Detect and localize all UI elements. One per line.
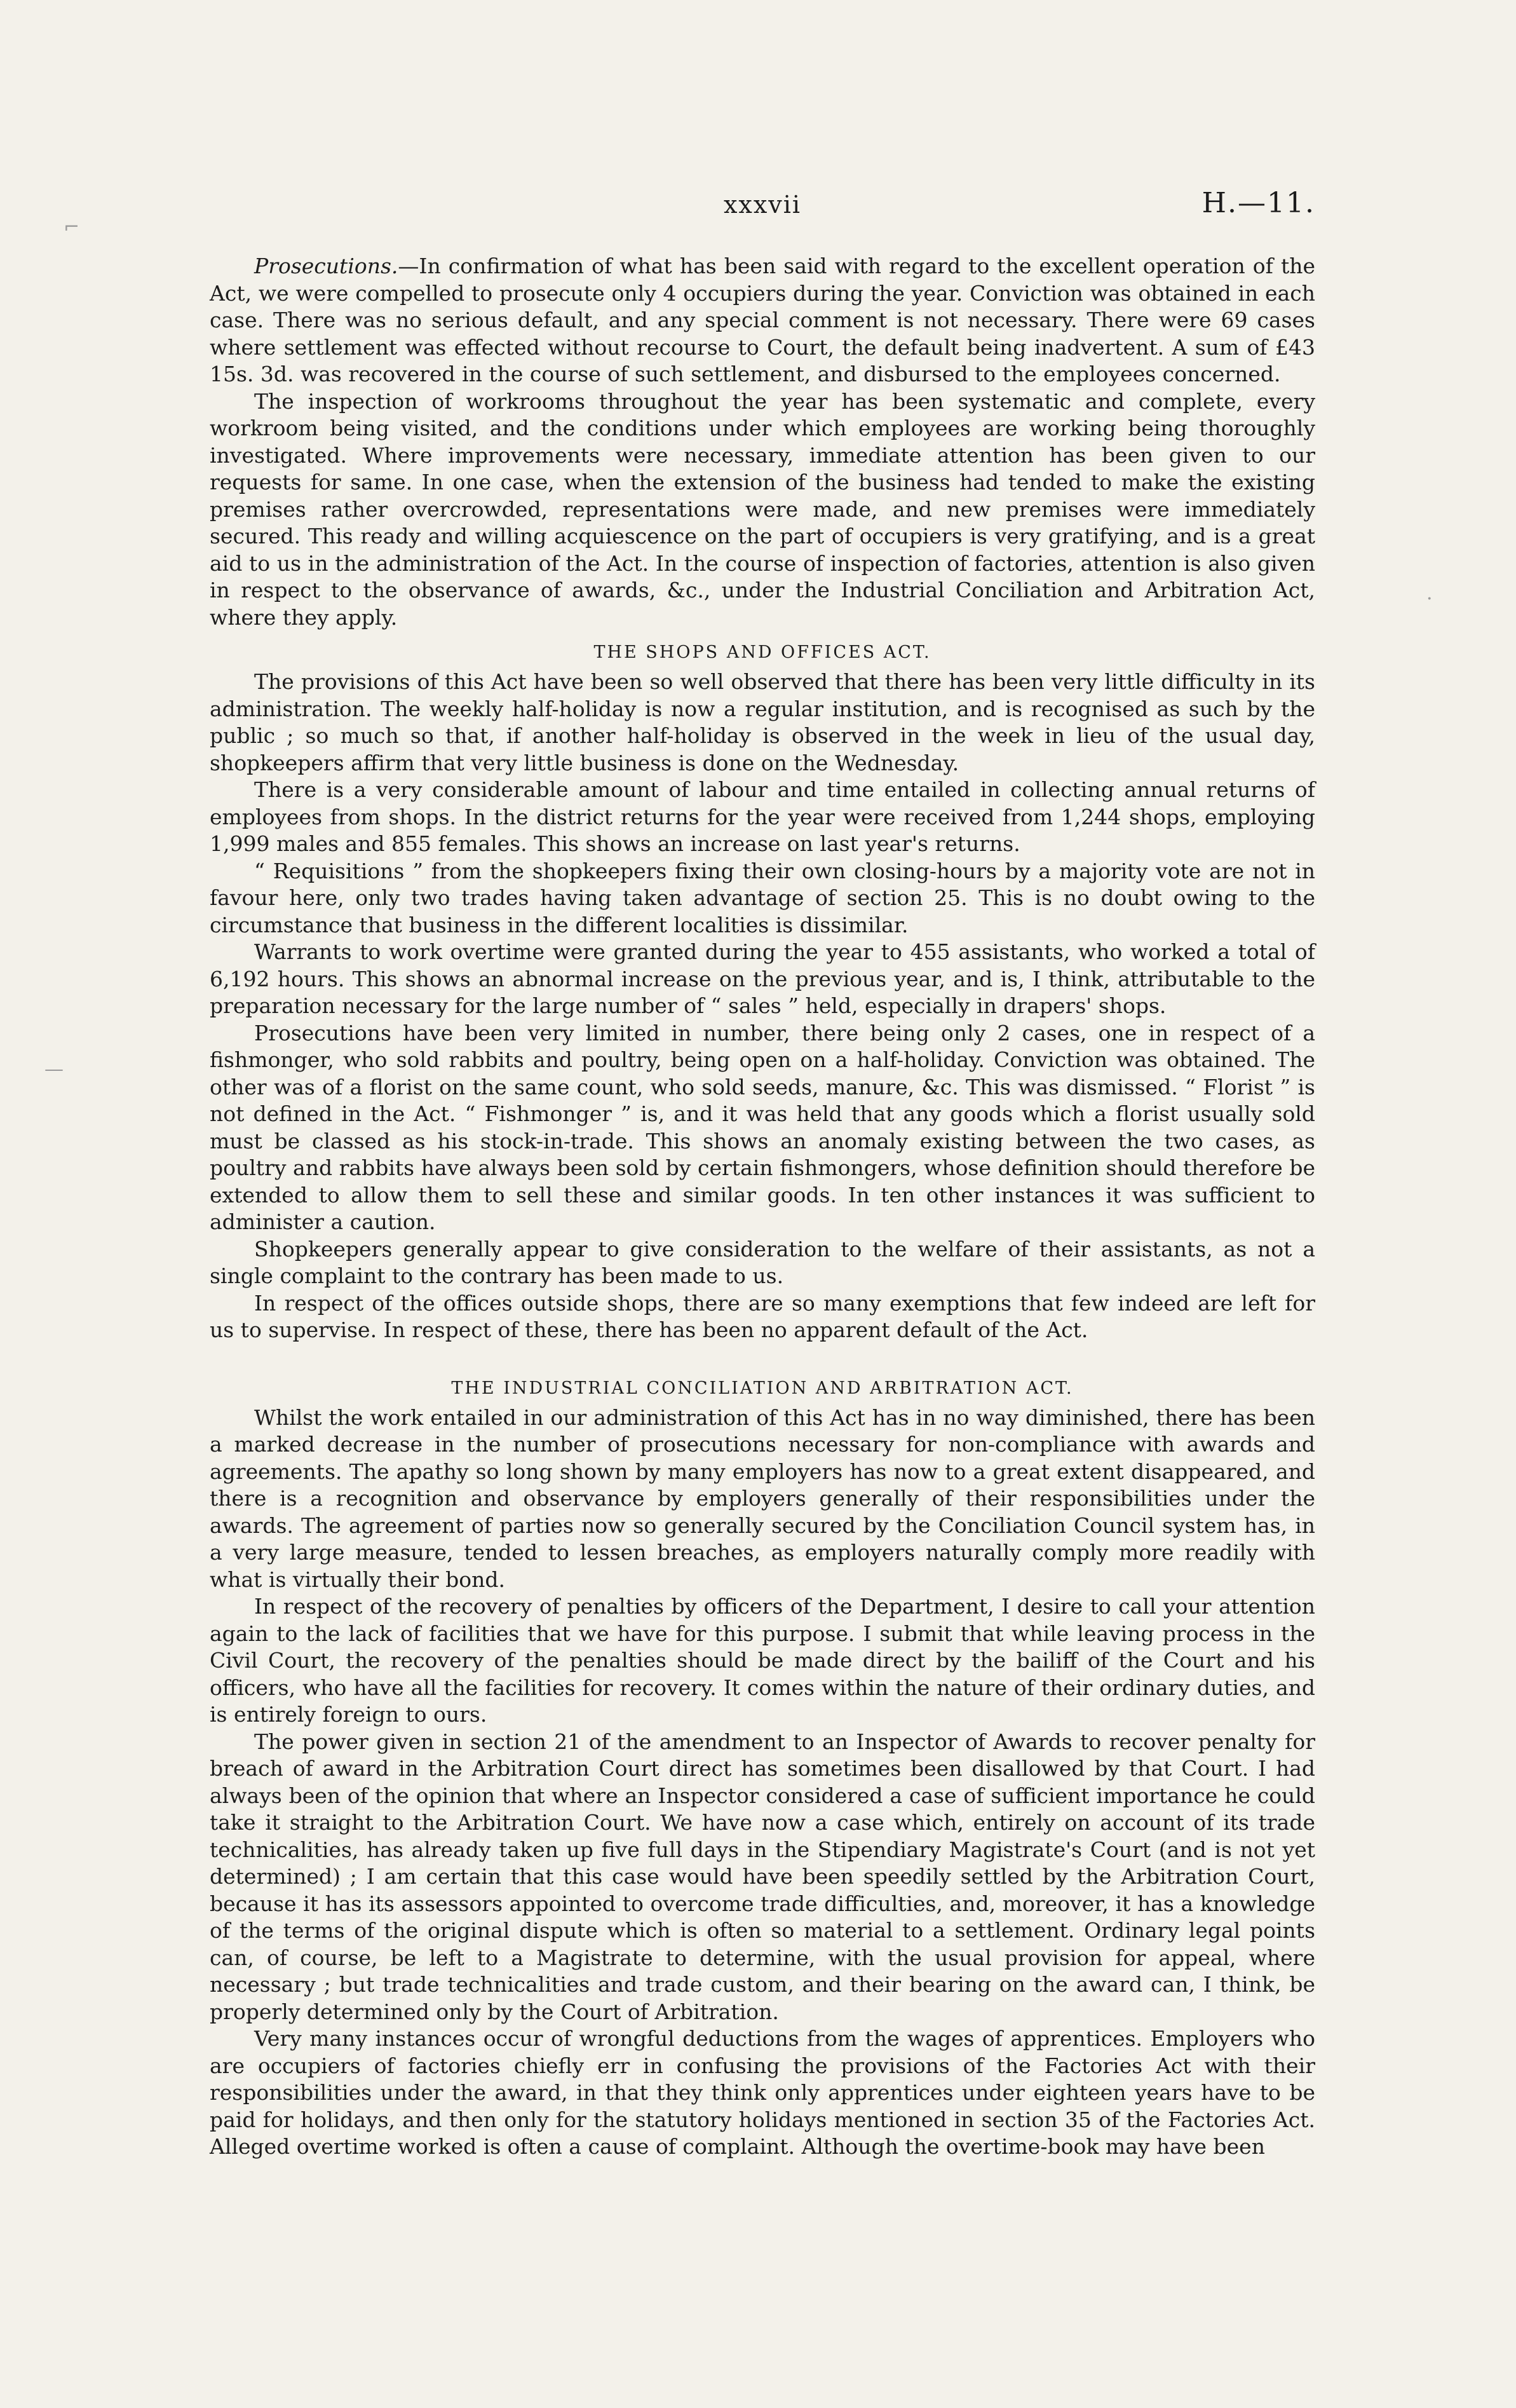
paragraph: Very many instances occur of wrongful deductions from the wages of apprentices. Employers who are occupiers of factories chiefly err in confusing the provisions of the Factories Act with their responsibilities under the award, in that they think only apprentices under eighteen years have to be paid for holidays, and then only for the statutory holidays mentioned in section 35 of the Factories Act. Alleged overtime worked is often a cause of complaint. Although the overtime-book may have been bbox=[210, 2026, 1315, 2159]
paragraph: In respect of the offices outside shops, there are so many exemptions that few indeed are left for us to supervise. In respect of these, there has been no apparent default of the Act. bbox=[210, 1290, 1315, 1342]
shops-offices-section bbox=[210, 643, 1315, 1344]
paragraph: Shopkeepers generally appear to give consideration to the welfare of their assistants, as not a single complaint to the contrary has been made to us. bbox=[210, 1236, 1315, 1288]
prosecutions-section bbox=[210, 253, 1315, 631]
paragraph: The inspection of workrooms throughout the year has been systematic and complete, every workroom being visited, and the conditions under which employees are working being thoroughly investigated. Where improvements were necessary, immediate attention has been given to our requests for same. In one case, when the extension of the business had tended to make the existing premises rather overcrowded, representations were made, and new premises were immediately secured. This ready and willing acquiescence on the part of occupiers is very gratifying, and is a great aid to us in the administration of the Act. In the course of inspection of factories, attention is also given in respect to the observance of awards, &c., under the Industrial Conciliation and Arbitration Act, where they apply. bbox=[210, 388, 1315, 630]
document-reference: H.—11. bbox=[1201, 187, 1315, 219]
paragraph: In respect of the recovery of penalties by officers of the Department, I desire to call your attention again to the lack of facilities that we have for this purpose. I submit that while leaving process in the Civil Court, the recovery of the penalties should be made direct by the bailiff of the Court and his officers, who have all the facilities for recovery. It comes within the nature of their ordinary duties, and is entirely foreign to ours. bbox=[210, 1594, 1315, 1727]
margin-mark: · bbox=[1426, 588, 1433, 610]
page-number: xxxvii bbox=[723, 191, 802, 219]
paragraph: Warrants to work overtime were granted during the year to 455 assistants, who worked a total of 6,192 hours. This shows an abnormal increase on the previous year, and is, I think, attributable to the preparation necessary for the large number of “ sales ” held, especially in drapers' shops. bbox=[210, 939, 1315, 1018]
paragraph: Prosecutions have been very limited in number, there being only 2 cases, one in respect of a fishmonger, who sold rabbits and poultry, being open on a half-holiday. Conviction was obtained. The other was of a florist on the same count, who sold seeds, manure, &c. This was dismissed. “ Florist ” is not defined in the Act. “ Fishmonger ” is, and it was held that any goods which a florist usually sold must be classed as his stock-in-trade. This shows an anomaly existing between the two cases, as poultry and rabbits have always been sold by certain fishmongers, whose definition should therefore be extended to allow them to sell these and similar goods. In ten other instances it was sufficient to administer a caution. bbox=[210, 1020, 1315, 1234]
paragraph: There is a very considerable amount of labour and time entailed in collecting annual returns of employees from shops. In the district returns for the year were received from 1,244 shops, employing 1,999 males and 855 females. This shows an increase on last year's returns. bbox=[210, 777, 1315, 856]
paragraph: Whilst the work entailed in our administration of this Act has in no way diminished, there has been a marked decrease in the number of prosecutions necessary for non-compliance with awards and agreements. The apathy so long shown by many employers has now to a great extent disappeared, and there is a recognition and observance by employers generally of their responsibilities under the awards. The agreement of parties now so generally secured by the Conciliation Council system has, in a very large measure, tended to lessen breaches, as employers naturally comply more readily with what is virtually their bond. bbox=[210, 1405, 1315, 1592]
paragraph-lead: Prosecutions. bbox=[254, 254, 398, 278]
paragraph-text: —In confirmation of what has been said with regard to the excellent operation of the Act, we were compelled to prosecute only 4 occupiers during the year. Conviction was obtained in each case. There was no serious default, and any special comment is not necessary. There were 69 cases where settlement was effected without recourse to Court, the default being inadvertent. A sum of £43 15s. 3d. was recovered in the course of such settlement, and disbursed to the employees concerned. bbox=[210, 254, 1315, 386]
section-heading: THE SHOPS AND OFFICES ACT. bbox=[593, 643, 931, 662]
paragraph: The power given in section 21 of the amendment to an Inspector of Awards to recover penalty for breach of award in the Arbitration Court direct has sometimes been disallowed by that Court. I had always been of the opinion that where an Inspector considered a case of sufficient importance he could take it straight to the Arbitration Court. We have now a case which, entirely on account of its trade technicalities, has already taken up five full days in the Stipendiary Magistrate's Court (and is not yet determined) ; I am certain that this case would have been speedily settled by the Arbitration Court, because it has its assessors appointed to overcome trade difficulties, and, moreover, it has a knowledge of the terms of the original dispute which is often so material to a settlement. Ordinary legal points can, of course, be left to a Magistrate to determine, with the usual provision for appeal, where necessary ; but trade technicalities and trade custom, and their bearing on the award can, I think, be properly determined only by the Court of Arbitration. bbox=[210, 1729, 1315, 2024]
margin-mark: — bbox=[44, 1058, 64, 1080]
arbitration-section bbox=[210, 1378, 1315, 2161]
paragraph: “ Requisitions ” from the shopkeepers fixing their own closing-hours by a majority vote are not in favour here, only two trades having taken advantage of section 25. This is no doubt owing to the circumstance that business in the different localities is dissimilar. bbox=[210, 858, 1315, 937]
section-heading: THE INDUSTRIAL CONCILIATION AND ARBITRATION ACT. bbox=[451, 1378, 1074, 1398]
margin-mark: ⌐ bbox=[64, 216, 80, 238]
page-header bbox=[210, 184, 1315, 235]
paragraph: The provisions of this Act have been so well observed that there has been very little difficulty in its administration. The weekly half-holiday is now a regular institution, and is recognised as such by the public ; so much so that, if another half-holiday is observed in the week in lieu of the usual day, shopkeepers affirm that very little business is done on the Wednesday. bbox=[210, 669, 1315, 775]
document-page bbox=[210, 184, 1315, 2161]
paragraph bbox=[210, 253, 1315, 388]
section-gap bbox=[210, 1344, 1315, 1367]
